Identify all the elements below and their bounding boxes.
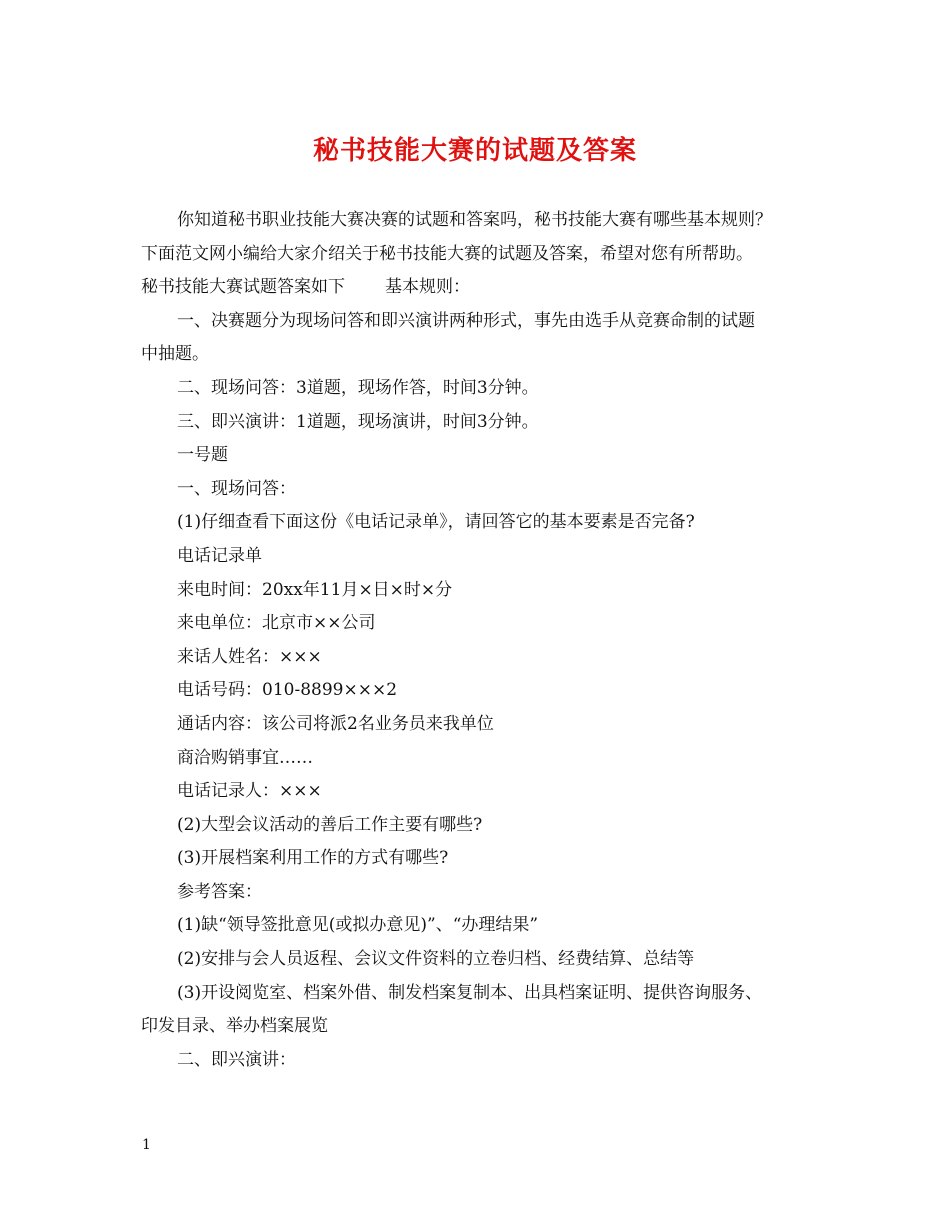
- answer-2: (2)安排与会人员返程、会议文件资料的立卷归档、经费结算、总结等: [177, 949, 695, 970]
- form-caller: 来话人姓名：×××: [177, 646, 322, 667]
- form-phone: 电话号码：010-8899×××2: [177, 680, 398, 701]
- intro-line-1: 你知道秘书职业技能大赛决赛的试题和答案吗，秘书技能大赛有哪些基本规则？: [177, 210, 772, 230]
- form-time: 来电时间：20xx年11月×日×时×分: [177, 579, 453, 600]
- section-heading: 一号题: [177, 445, 228, 466]
- answer-1: (1)缺“领导签批意见(或拟办意见)”、“办理结果”: [177, 915, 539, 936]
- part-2-heading: 二、即兴演讲：: [177, 1049, 296, 1070]
- form-content-2: 商洽购销事宜……: [177, 747, 313, 768]
- form-title: 电话记录单: [177, 545, 262, 566]
- form-recorder: 电话记录人：×××: [177, 781, 322, 802]
- form-content-1: 通话内容：该公司将派2名业务员来我单位: [177, 713, 494, 734]
- intro-line-3-a: 秘书技能大赛试题答案如下: [141, 277, 345, 298]
- intro-line-2: 下面范文网小编给大家介绍关于秘书技能大赛的试题及答案，希望对您有所帮助。: [141, 243, 753, 264]
- intro-line-3-b: 基本规则：: [385, 277, 470, 298]
- intro-line-3: [141, 271, 821, 305]
- rule-3: 三、即兴演讲：1道题，现场演讲，时间3分钟。: [177, 411, 539, 432]
- question-1: (1)仔细查看下面这份《电话记录单》，请回答它的基本要素是否完备?: [177, 512, 695, 533]
- answer-3-line-1: (3)开设阅览室、档案外借、制发档案复制本、出具档案证明、提供咨询服务、: [177, 982, 763, 1003]
- form-org: 来电单位：北京市××公司: [177, 613, 376, 634]
- page-number: 1: [142, 1137, 151, 1153]
- rule-1-line-1: 一、决赛题分为现场问答和即兴演讲两种形式，事先由选手从竞赛命制的试题: [177, 310, 755, 331]
- answer-3-line-2: 印发目录、举办档案展览: [141, 1016, 328, 1037]
- document-body: [141, 204, 821, 1077]
- answer-heading: 参考答案：: [177, 881, 262, 902]
- rule-2: 二、现场问答：3道题，现场作答，时间3分钟。: [177, 377, 539, 398]
- question-3: (3)开展档案利用工作的方式有哪些?: [177, 848, 449, 869]
- question-2: (2)大型会议活动的善后工作主要有哪些?: [177, 814, 483, 835]
- part-1-heading: 一、现场问答：: [177, 478, 296, 499]
- document-title: 秘书技能大赛的试题及答案: [312, 136, 637, 166]
- rule-1-line-2: 中抽题。: [141, 344, 209, 365]
